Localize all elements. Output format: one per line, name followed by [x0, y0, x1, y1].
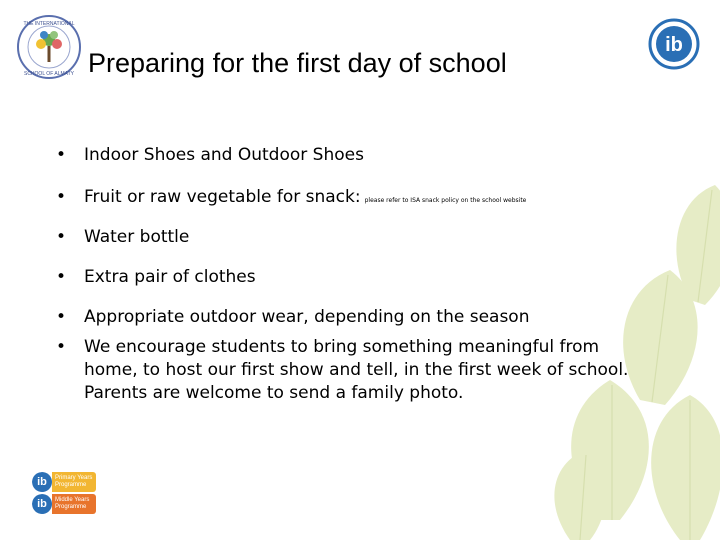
bullet-text: Appropriate outdoor wear, depending on the season — [84, 307, 530, 327]
bullet-marker: • — [56, 307, 67, 327]
leaf-shape — [651, 395, 720, 540]
bullet-marker: • — [56, 337, 67, 357]
bullet-item — [56, 336, 636, 405]
bullet-marker: • — [56, 145, 67, 165]
bullet-item — [56, 186, 646, 212]
programme-label: Primary Years Programme — [52, 472, 96, 492]
bullet-item — [56, 226, 646, 249]
bullet-item — [56, 306, 646, 329]
bullet-text: Indoor Shoes and Outdoor Shoes — [84, 145, 364, 165]
bullet-text: Fruit or raw vegetable for snack: — [84, 187, 361, 207]
bullet-text: Water bottle — [84, 227, 190, 247]
bullet-item — [56, 144, 646, 167]
school-logo — [16, 14, 82, 80]
ib-circle-icon: ib — [32, 494, 52, 514]
school-ring-text: SCHOOL OF ALMATY — [23, 71, 75, 77]
ib-circle-icon: ib — [32, 472, 52, 492]
bullet-item — [56, 266, 646, 289]
ib-logo-text: ib — [665, 34, 683, 56]
bullet-marker: • — [56, 267, 67, 287]
programme-label: Middle Years Programme — [52, 494, 96, 514]
school-ring-text: THE INTERNATIONAL — [23, 21, 75, 27]
myp-badge — [32, 494, 96, 514]
snack-policy-note: please refer to ISA snack policy on the school website — [364, 197, 527, 204]
bullet-marker: • — [56, 187, 67, 207]
bullet-marker: • — [56, 227, 67, 247]
slide-title: Preparing for the first day of school — [88, 48, 507, 78]
bullet-text: Extra pair of clothes — [84, 267, 256, 287]
ib-logo — [648, 18, 700, 70]
pyp-badge — [32, 472, 96, 492]
bullet-text: We encourage students to bring something meaningful from home, to host our first show and tell, in the first week of school. Parents are welcome to send a family photo. — [84, 337, 629, 403]
